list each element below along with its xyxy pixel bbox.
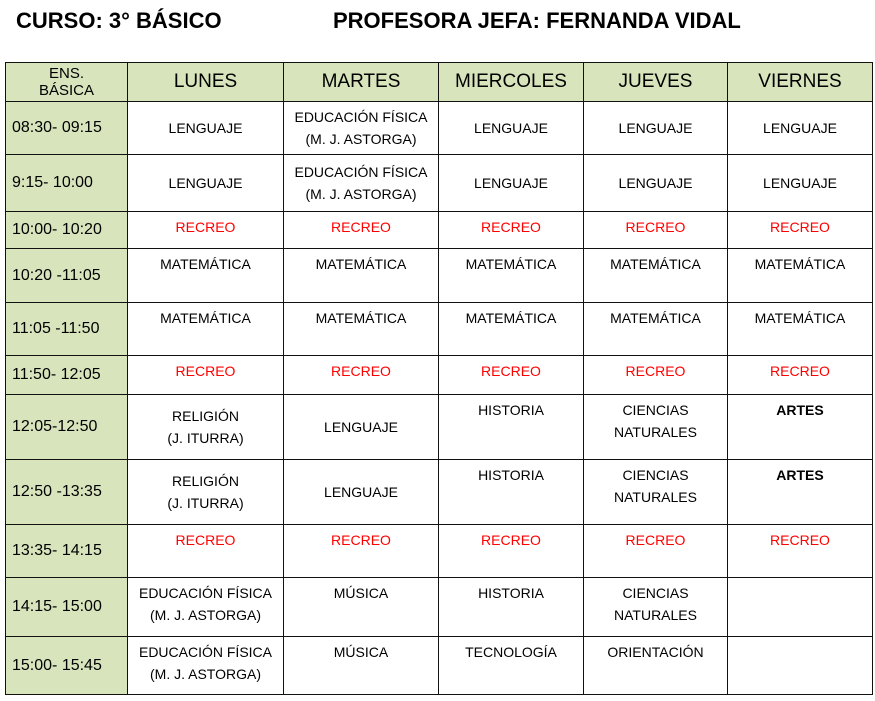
- recess-cell: RECREO: [728, 356, 873, 395]
- subject-cell: TECNOLOGÍA: [439, 637, 584, 695]
- table-row: [6, 356, 873, 395]
- table-row: [6, 155, 873, 212]
- time-slot: 08:30- 09:15: [6, 102, 128, 155]
- subject-cell: MATEMÁTICA: [128, 249, 284, 303]
- recess-cell: RECREO: [128, 356, 284, 395]
- subject-cell: MATEMÁTICA: [728, 303, 873, 356]
- table-row: [6, 578, 873, 637]
- empty-cell: [728, 578, 873, 637]
- recess-cell: RECREO: [128, 212, 284, 249]
- level-header: ENS. BÁSICA: [6, 63, 128, 102]
- table-row: [6, 249, 873, 303]
- table-row: [6, 102, 873, 155]
- day-header: JUEVES: [584, 63, 728, 102]
- subject-cell: MATEMÁTICA: [584, 303, 728, 356]
- subject-cell: HISTORIA: [439, 395, 584, 460]
- table-row: [6, 525, 873, 578]
- time-slot: 9:15- 10:00: [6, 155, 128, 212]
- time-slot: 12:50 -13:35: [6, 460, 128, 525]
- subject-cell: RELIGIÓN (J. ITURRA): [128, 460, 284, 525]
- recess-cell: RECREO: [584, 356, 728, 395]
- recess-cell: RECREO: [728, 525, 873, 578]
- subject-cell: EDUCACIÓN FÍSICA (M. J. ASTORGA): [128, 637, 284, 695]
- time-slot: 11:05 -11:50: [6, 303, 128, 356]
- recess-cell: RECREO: [439, 356, 584, 395]
- subject-cell: LENGUAJE: [584, 102, 728, 155]
- subject-cell: HISTORIA: [439, 578, 584, 637]
- subject-cell: MÚSICA: [284, 578, 439, 637]
- subject-cell: CIENCIAS NATURALES: [584, 578, 728, 637]
- subject-cell: MATEMÁTICA: [728, 249, 873, 303]
- subject-cell: MATEMÁTICA: [439, 303, 584, 356]
- subject-cell: RELIGIÓN (J. ITURRA): [128, 395, 284, 460]
- subject-cell: LENGUAJE: [128, 155, 284, 212]
- time-slot: 15:00- 15:45: [6, 637, 128, 695]
- day-header: MARTES: [284, 63, 439, 102]
- recess-cell: RECREO: [584, 212, 728, 249]
- subject-cell: MATEMÁTICA: [284, 249, 439, 303]
- time-slot: 11:50- 12:05: [6, 356, 128, 395]
- subject-cell: MATEMÁTICA: [439, 249, 584, 303]
- table-row: [6, 212, 873, 249]
- subject-cell: LENGUAJE: [284, 395, 439, 460]
- subject-cell: EDUCACIÓN FÍSICA (M. J. ASTORGA): [128, 578, 284, 637]
- recess-cell: RECREO: [284, 212, 439, 249]
- teacher-title: PROFESORA JEFA: FERNANDA VIDAL: [333, 8, 741, 33]
- time-slot: 12:05-12:50: [6, 395, 128, 460]
- recess-cell: RECREO: [439, 212, 584, 249]
- subject-cell: LENGUAJE: [439, 102, 584, 155]
- subject-cell: ARTES: [728, 395, 873, 460]
- table-row: [6, 460, 873, 525]
- subject-cell: EDUCACIÓN FÍSICA (M. J. ASTORGA): [284, 102, 439, 155]
- subject-cell: MÚSICA: [284, 637, 439, 695]
- day-header: MIERCOLES: [439, 63, 584, 102]
- subject-cell: LENGUAJE: [728, 102, 873, 155]
- empty-cell: [728, 637, 873, 695]
- subject-cell: MATEMÁTICA: [128, 303, 284, 356]
- course-title: CURSO: 3° BÁSICO: [16, 8, 222, 33]
- subject-cell: LENGUAJE: [584, 155, 728, 212]
- recess-cell: RECREO: [439, 525, 584, 578]
- subject-cell: MATEMÁTICA: [584, 249, 728, 303]
- schedule-table: [5, 62, 873, 695]
- time-slot: 13:35- 14:15: [6, 525, 128, 578]
- day-header: LUNES: [128, 63, 284, 102]
- header-row: [6, 63, 873, 102]
- subject-cell: CIENCIAS NATURALES: [584, 460, 728, 525]
- recess-cell: RECREO: [284, 525, 439, 578]
- subject-cell: EDUCACIÓN FÍSICA (M. J. ASTORGA): [284, 155, 439, 212]
- subject-cell: LENGUAJE: [439, 155, 584, 212]
- subject-cell: ORIENTACIÓN: [584, 637, 728, 695]
- time-slot: 10:20 -11:05: [6, 249, 128, 303]
- recess-cell: RECREO: [584, 525, 728, 578]
- subject-cell: ARTES: [728, 460, 873, 525]
- recess-cell: RECREO: [128, 525, 284, 578]
- recess-cell: RECREO: [284, 356, 439, 395]
- subject-cell: LENGUAJE: [728, 155, 873, 212]
- time-slot: 14:15- 15:00: [6, 578, 128, 637]
- recess-cell: RECREO: [728, 212, 873, 249]
- subject-cell: MATEMÁTICA: [284, 303, 439, 356]
- subject-cell: HISTORIA: [439, 460, 584, 525]
- table-row: [6, 395, 873, 460]
- day-header: VIERNES: [728, 63, 873, 102]
- subject-cell: CIENCIAS NATURALES: [584, 395, 728, 460]
- time-slot: 10:00- 10:20: [6, 212, 128, 249]
- table-row: [6, 303, 873, 356]
- table-row: [6, 637, 873, 695]
- subject-cell: LENGUAJE: [128, 102, 284, 155]
- subject-cell: LENGUAJE: [284, 460, 439, 525]
